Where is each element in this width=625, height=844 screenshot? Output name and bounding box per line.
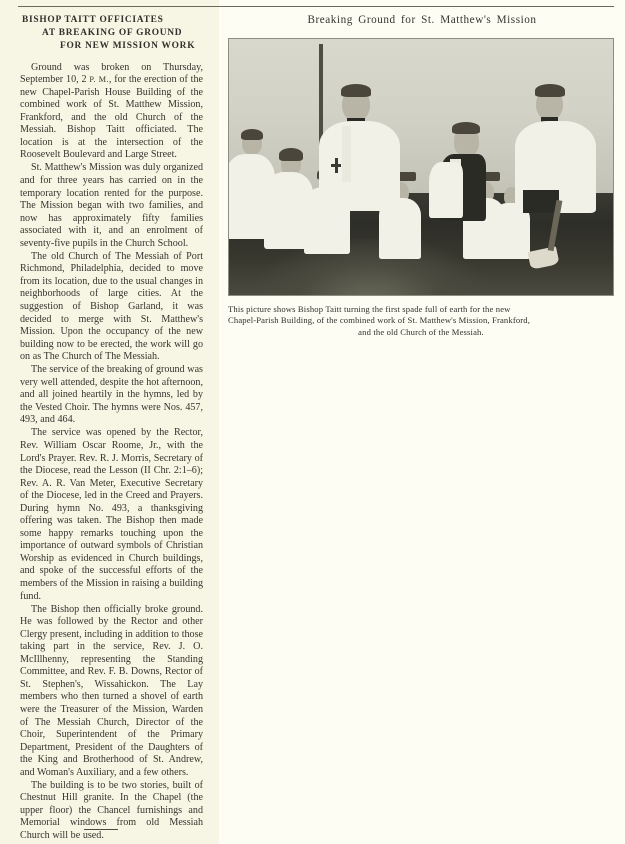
caption-line-3: and the old Church of the Messiah. xyxy=(358,326,484,337)
article-paragraph: Ground was broken on Thursday, September 10, 2 P. M., for the erection of the new Chapel-Parish House Building of the combined work of St. Matthew Mission, Frankford, and the old Church of the Messiah. Bishop Taitt officiated. The location is at the intersection of the Roosevelt Boulevard and Large Street. xyxy=(20,61,203,161)
article-paragraph: The Bishop then officially broke ground. He was followed by the Rector and other Clergy present, including in addition to those taking part in the service, Rev. J. O. McIllhenny, representing the Standing Committee, and Rev. F. B. Downs, Rector of St. Stephen's, Wissahickon. The Lay members who then turned a shovel of earth were the Treasurer of the Mission, Warden of The Messiah Church, Director of the Choir, Superintendent of the Primary Department, President of the Daughters of the King and Brotherhood of St. Andrew, and Woman's Auxiliary, and a few others. xyxy=(20,603,203,778)
article-paragraph: The building is to be two stories, built of Chestnut Hill granite. In the Chapel (the upper floor) the Chancel furnishings and Memorial windows from old Messiah Church will be used. xyxy=(20,779,203,841)
photo-caption xyxy=(228,304,614,338)
article-paragraph: The old Church of The Messiah of Port Richmond, Philadelphia, decided to move from its location, due to the usual changes in neighborhoods of large cities. At the suggestion of Bishop Garland, it was decided to merge with St. Matthew's Mission. Upon the occupancy of the new building now to be erected, the work will go on as The Church of The Messiah. xyxy=(20,250,203,363)
article-paragraph: The service of the breaking of ground was very well attended, despite the hot afternoon, and all joined heartily in the hymns, led by the Vested Choir. The hymns were Nos. 457, 493, and 464. xyxy=(20,364,203,426)
article-end-rule xyxy=(84,829,118,830)
article-headline xyxy=(20,14,203,54)
article-paragraph: The service was opened by the Rector, Rev. William Oscar Roome, Jr., with the Lord's Prayer. Rev. R. J. Morris, Secretary of the Diocese, read the Lesson (II Chr. 2:1–6); Rev. A. R. Van Meter, Executive Secretary of the Diocese, led in the Creed and Prayers. During hymn No. 493, a thanksgiving offering was taken. The Bishop then made some happy remarks touching upon the importance of outward symbols of Christian Worship as evidenced in Church buildings, and spoke of the successful efforts of the members of the Mission in raising a building fund. xyxy=(20,427,203,602)
photograph xyxy=(228,38,614,296)
caption-line-1: This picture shows Bishop Taitt turning the first spade full of earth for the new xyxy=(228,304,511,314)
headline-line-3: FOR NEW MISSION WORK xyxy=(60,41,196,52)
headline-line-2: AT BREAKING OF GROUND xyxy=(42,28,183,39)
top-horizontal-rule xyxy=(18,6,614,7)
caption-line-2: Chapel-Parish Building, of the combined work of St. Matthew's Mission, Frankford, xyxy=(228,315,531,326)
article-paragraph: St. Matthew's Mission was duly organized and for three years has carried on in the temporary location rented for the purpose. The Mission began with two families, and now has approximately fifty families associated with it, and an enrolment of seventy-five pupils in the Church School. xyxy=(20,162,203,249)
headline-line-1: BISHOP TAITT OFFICIATES xyxy=(22,15,164,25)
article-column xyxy=(20,14,203,843)
photo-title: Breaking Ground for St. Matthew's Mission xyxy=(307,14,537,26)
photo-column xyxy=(228,14,616,338)
